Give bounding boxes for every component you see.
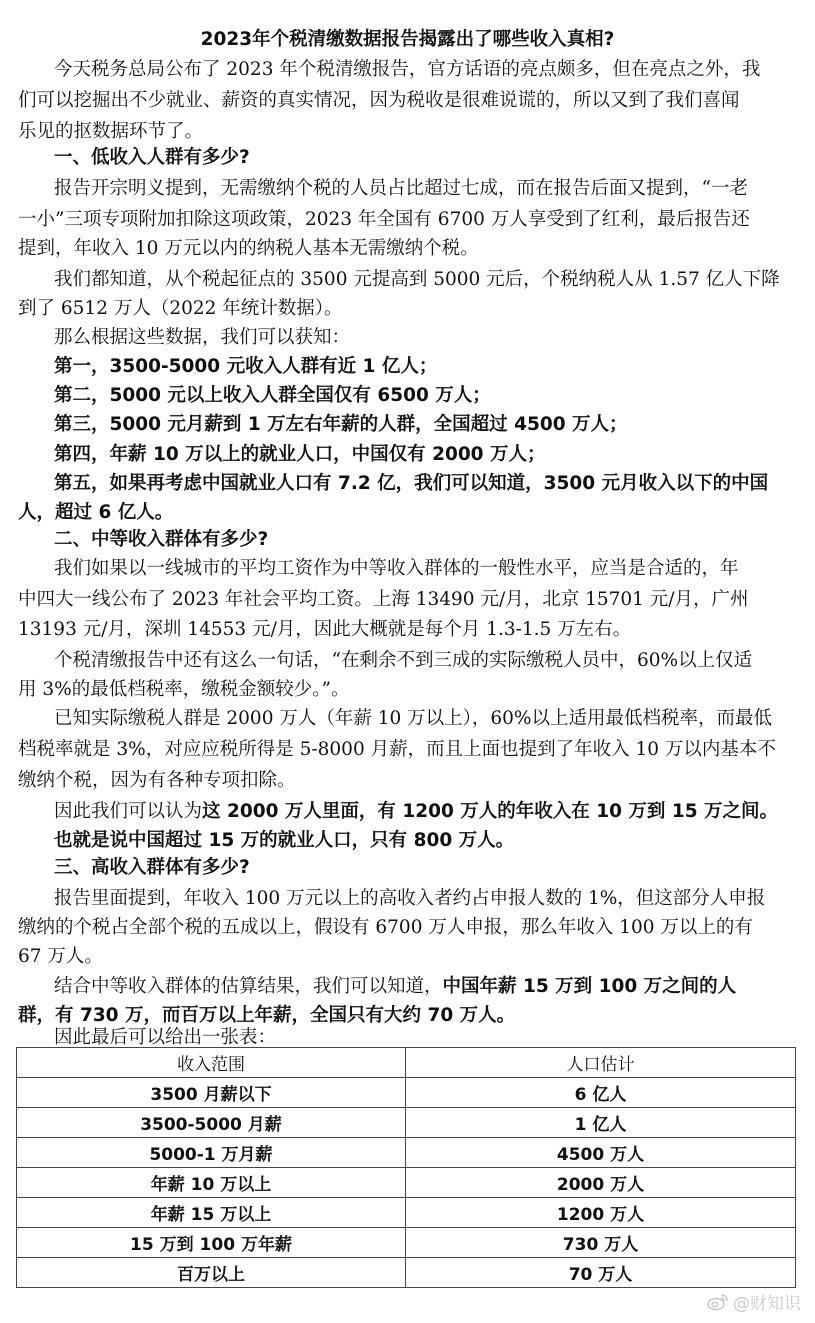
key-point-3: 第三，5000 元月薪到 1 万左右年薪的人群，全国超过 4500 万人；: [54, 414, 628, 435]
weibo-icon: [707, 1293, 729, 1311]
population-cell: 70 万人: [406, 1258, 796, 1288]
key-point-5: 第五，如果再考虑中国就业人口有 7.2 亿，我们可以知道，3500 元月收入以下的中国: [54, 473, 769, 494]
intro-line: 今天税务总局公布了 2023 年个税清缴报告，官方话语的亮点颇多，但在亮点之外，我: [54, 59, 761, 80]
population-cell: 730 万人: [406, 1228, 796, 1258]
income-estimate-table: [16, 1047, 796, 1288]
paragraph-line: 报告里面提到，年收入 100 万元以上的高收入者约占申报人数的 1%，但这部分人申报: [54, 888, 766, 909]
highlight-text: 中国年薪 15 万到 100 万之间的人: [442, 976, 737, 997]
paragraph-line: 缴纳个税，因为有各种专项扣除。: [18, 770, 296, 791]
paragraph-line: 报告开宗明义提到，无需缴纳个税的人员占比超过七成，而在报告后面又提到，“一老: [54, 178, 748, 199]
paragraph-line: 个税清缴报告中还有这么一句话，“在剩余不到三成的实际缴税人员中，60%以上仅适: [54, 650, 753, 671]
paragraph-text: 因此我们可以认为: [54, 801, 203, 822]
table-row: [17, 1168, 796, 1198]
table-row: [17, 1228, 796, 1258]
paragraph-line: 67 万人。: [18, 946, 103, 967]
paragraph-line: 我们如果以一线城市的平均工资作为中等收入群体的一般性水平，应当是合适的，年: [54, 558, 739, 579]
population-cell: 1 亿人: [406, 1108, 796, 1138]
document-title: 2023年个税清缴数据报告揭露出了哪些收入真相?: [200, 29, 615, 50]
population-cell: 1200 万人: [406, 1198, 796, 1228]
column-header-income-range: 收入范围: [17, 1048, 406, 1078]
column-header-population-estimate: 人口估计: [406, 1048, 796, 1078]
income-range-cell: 年薪 10 万以上: [17, 1168, 406, 1198]
population-cell: 4500 万人: [406, 1138, 796, 1168]
paragraph-line: 已知实际缴税人群是 2000 万人（年薪 10 万以上），60%以上适用最低档税率，而最低: [54, 708, 773, 729]
population-cell: 2000 万人: [406, 1168, 796, 1198]
income-range-cell: 15 万到 100 万年薪: [17, 1228, 406, 1258]
watermark-text: @财知识: [733, 1294, 801, 1314]
table-header-row: [17, 1048, 796, 1078]
paragraph-line: [54, 971, 791, 1002]
section-heading-middle-income: 二、中等收入群体有多少?: [54, 529, 269, 550]
weibo-watermark: [707, 1289, 801, 1314]
paragraph-line: [54, 796, 791, 827]
key-point-1: 第一，3500-5000 元收入人群有近 1 亿人；: [54, 356, 438, 377]
section-heading-low-income: 一、低收入人群有多少?: [54, 147, 250, 168]
table-row: [17, 1138, 796, 1168]
population-cell: 6 亿人: [406, 1078, 796, 1108]
paragraph-line: 到了 6512 万人（2022 年统计数据）。: [18, 298, 343, 319]
key-point-2: 第二，5000 元以上收入人群全国仅有 6500 万人；: [54, 385, 491, 406]
paragraph-line: 档税率就是 3%，对应应税所得是 5-8000 月薪，而且上面也提到了年收入 10 万以内基本不: [18, 739, 776, 760]
key-point-4: 第四，年薪 10 万以上的就业人口，中国仅有 2000 万人；: [54, 444, 546, 465]
table-row: [17, 1198, 796, 1228]
paragraph-line: 用 3%的最低档税率，缴税金额较少。”。: [18, 679, 350, 700]
paragraph-line: 中四大一线公布了 2023 年社会平均工资。上海 13490 元/月，北京 15701 元/月，广州: [18, 589, 749, 610]
section-heading-high-income: 三、高收入群体有多少?: [54, 857, 250, 878]
highlight-line: 也就是说中国超过 15 万的就业人口，只有 800 万人。: [54, 830, 515, 851]
paragraph-line: 一小”三项专项附加扣除这项政策，2023 年全国有 6700 万人享受到了红利，最后报告还: [18, 209, 750, 230]
paragraph-line: 因此最后可以给出一张表：: [54, 1027, 277, 1048]
paragraph-line: 那么根据这些数据，我们可以获知：: [54, 327, 351, 348]
key-point-5: 人，超过 6 亿人。: [18, 502, 174, 523]
table-row: [17, 1108, 796, 1138]
paragraph-text: 结合中等收入群体的估算结果，我们可以知道，: [54, 976, 443, 997]
table-row: [17, 1078, 796, 1108]
paragraph-line: 13193 元/月，深圳 14553 元/月，因此大概就是每个月 1.3-1.5 万左右。: [18, 619, 632, 640]
income-range-cell: 百万以上: [17, 1258, 406, 1288]
intro-line: 乐见的抠数据环节了。: [18, 121, 204, 142]
highlight-line: 群，有 730 万，而百万以上年薪，全国只有大约 70 万人。: [18, 1005, 516, 1026]
income-range-cell: 3500 月薪以下: [17, 1078, 406, 1108]
paragraph-line: 我们都知道，从个税起征点的 3500 元提高到 5000 元后，个税纳税人从 1.57 亿人下降: [54, 269, 780, 290]
paragraph-line: 缴纳的个税占全部个税的五成以上，假设有 6700 万人申报，那么年收入 100 万以上的有: [18, 917, 753, 938]
income-range-cell: 年薪 15 万以上: [17, 1198, 406, 1228]
income-range-cell: 5000-1 万月薪: [17, 1138, 406, 1168]
table-row: [17, 1258, 796, 1288]
income-range-cell: 3500-5000 月薪: [17, 1108, 406, 1138]
paragraph-line: 提到，年收入 10 万元以内的纳税人基本无需缴纳个税。: [18, 238, 479, 259]
intro-line: 们可以挖掘出不少就业、薪资的真实情况，因为税收是很难说谎的，所以又到了我们喜闻: [18, 90, 740, 111]
highlight-text: 这 2000 万人里面，有 1200 万人的年收入在 10 万到 15 万之间。: [202, 801, 779, 822]
